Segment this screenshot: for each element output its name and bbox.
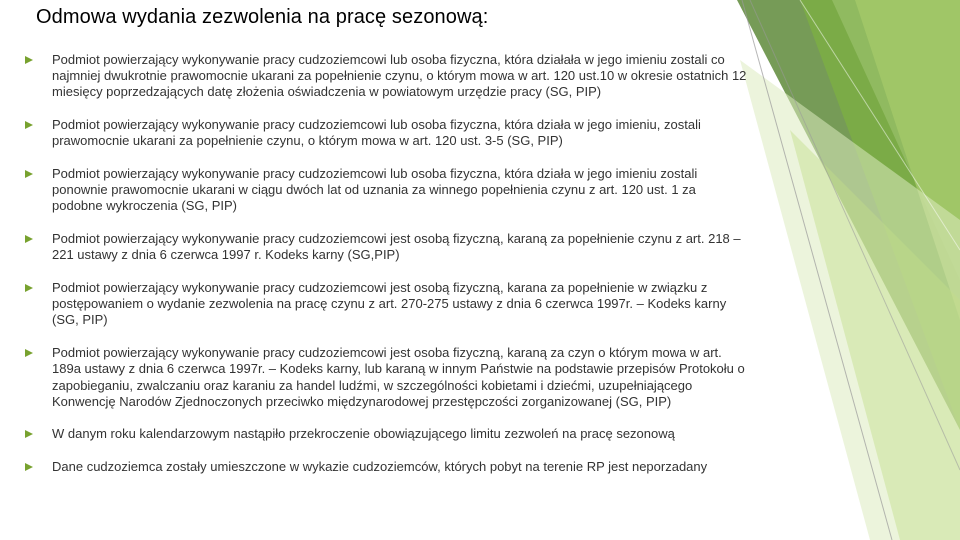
- list-item: [22, 231, 747, 263]
- slide-title: Odmowa wydania zezwolenia na pracę sezonową:: [36, 6, 489, 28]
- list-item: [22, 426, 747, 442]
- list-item: [22, 166, 747, 215]
- triangle-right-icon: [25, 430, 33, 438]
- triangle-right-icon: [25, 235, 33, 243]
- list-item-text: Podmiot powierzający wykonywanie pracy cudzoziemcowi lub osoba fizyczna, która działała w jego imieniu zostali co najmniej dwukrotnie prawomocnie ukarani za popełnienie czynu, o którym mowa w art. 120 ust.10 w okresie ostatnich 12 miesięcy poprzedzających datę złożenia oświadczenia w powiatowym urzędzie pracy (SG, PIP): [52, 52, 747, 100]
- list-item: [22, 280, 747, 329]
- list-item: [22, 117, 747, 149]
- triangle-right-icon: [25, 121, 33, 129]
- list-item-text: Podmiot powierzający wykonywanie pracy cudzoziemcowi lub osoba fizyczna, która działa w jego imieniu zostali ponownie prawomocnie ukarani w ciągu dwóch lat od uznania za winnego popełnienia czynu z art. 120 ust. 1 za podobne wykroczenia (SG, PIP): [52, 166, 698, 214]
- list-item-text: Dane cudzoziemca zostały umieszczone w wykazie cudzoziemców, których pobyt na terenie RP jest neporzadany: [52, 459, 708, 475]
- triangle-right-icon: [25, 170, 33, 178]
- list-item-text: Podmiot powierzający wykonywanie pracy cudzoziemcowi lub osoba fizyczna, która działa w jego imieniu, zostali prawomocnie ukarani za popełnienie czynu, o którym mowa w art. 120 ust. 3-5 (SG, PIP): [52, 117, 701, 149]
- list-item: [22, 459, 747, 475]
- list-item: [22, 345, 747, 410]
- list-item: [22, 52, 747, 101]
- list-item-text: W danym roku kalendarzowym nastąpiło przekroczenie obowiązującego limitu zezwoleń na pracę sezonową: [52, 426, 675, 442]
- triangle-right-icon: [25, 56, 33, 64]
- list-item-text: Podmiot powierzający wykonywanie pracy cudzoziemcowi jest osobą fizyczną, karana za popełnienie w związku z postępowaniem o wydanie zezwolenia na pracę czynu z art. 270-275 ustawy z dnia 6 czerwca 1997r. – Kodeks karny (SG, PIP): [52, 280, 727, 328]
- triangle-right-icon: [25, 284, 33, 292]
- list-item-text: Podmiot powierzający wykonywanie pracy cudzoziemcowi jest osoba fizyczną, karaną za czyn o którym mowa w art. 189a ustawy z dnia 6 czerwca 1997r. – Kodeks karny, lub karaną w innym Państwie na podstawie przepisów Protokołu o zapobieganiu, zwalczaniu oraz karaniu za handel ludźmi, w szczególności kobietami i dziećmi, uzupełniającego Konwencję Narodów Zjednoczonych przeciwko międzynarodowej przestępczości zorganizowanej (SG, PIP): [52, 345, 745, 409]
- triangle-right-icon: [25, 463, 33, 471]
- list-item-text: Podmiot powierzający wykonywanie pracy cudzoziemcowi jest osobą fizyczną, karaną za popełnienie czynu z art. 218 – 221 ustawy z dnia 6 czerwca 1997 r. Kodeks karny (SG,PIP): [52, 231, 741, 263]
- bullet-list: [22, 52, 747, 492]
- triangle-right-icon: [25, 349, 33, 357]
